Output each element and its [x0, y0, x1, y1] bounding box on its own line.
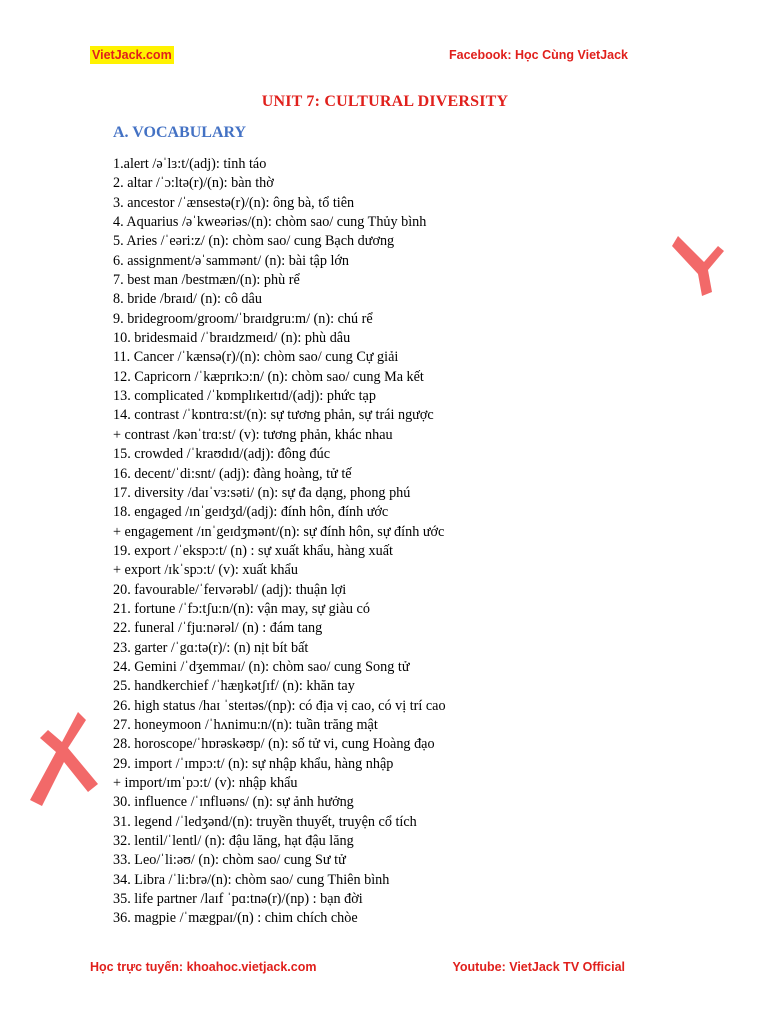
vocab-item: 4. Aquarius /əˈkweəriəs/(n): chòm sao/ cung Thủy bình	[113, 214, 427, 231]
vocabulary-list	[113, 155, 446, 929]
vocab-item: 24. Gemini /ˈdʒemmaɪ/ (n): chòm sao/ cung Song tử	[113, 658, 410, 675]
vocab-item: 3. ancestor /ˈænsestə(r)/(n): ông bà, tổ tiên	[113, 194, 355, 211]
vocab-item: + import/ɪmˈpɔ:t/ (v): nhập khẩu	[113, 775, 298, 791]
vocab-item: 19. export /ˈekspɔ:t/ (n) : sự xuất khẩu, hàng xuất	[113, 542, 393, 559]
vocab-item: 32. lentil/ˈlentl/ (n): đậu lăng, hạt đậu lăng	[113, 833, 354, 850]
vocab-item: 6. assignment/əˈsammənt/ (n): bài tập lớn	[113, 252, 350, 269]
vocab-item: 8. bride /braɪd/ (n): cô dâu	[113, 291, 262, 308]
vocab-item: 28. horoscope/ˈhɒrəskəʊp/ (n): số tử vi, cung Hoàng đạo	[113, 736, 435, 753]
vocab-item: 30. influence /ˈɪnfluəns/ (n): sự ảnh hưởng	[113, 794, 354, 811]
site-label: VietJack.com	[92, 48, 172, 62]
vocab-item: + engagement /ɪnˈgeɪdʒmənt/(n): sự đính hôn, sự đính ước	[113, 523, 445, 540]
vocab-item: 14. contrast /ˈkɒntrɑ:st/(n): sự tương phản, sự trái ngược	[113, 407, 434, 424]
vocab-item: 29. import /ˈɪmpɔ:t/ (n): sự nhập khẩu, hàng nhập	[113, 755, 394, 772]
vocab-item: 7. best man /bestmæn/(n): phù rể	[113, 272, 300, 289]
vocab-item: 31. legend /ˈledʒənd/(n): truyền thuyết, truyện cổ tích	[113, 813, 417, 830]
vocab-item: 15. crowded /ˈkraʊdɪd/(adj): đông đúc	[113, 446, 330, 463]
vocab-item: 11. Cancer /ˈkænsə(r)/(n): chòm sao/ cung Cự giải	[113, 349, 399, 366]
vocab-item: 5. Aries /ˈeəri:z/ (n): chòm sao/ cung Bạch dương	[113, 233, 395, 250]
vocab-item: 9. bridegroom/groom/ˈbraɪdgru:m/ (n): chú rể	[113, 310, 373, 327]
vocab-item: 17. diversity /daɪˈvɜ:səti/ (n): sự đa dạng, phong phú	[113, 484, 411, 501]
youtube-label: Youtube: VietJack TV Official	[452, 960, 625, 974]
vocab-item: 27. honeymoon /ˈhʌnimu:n/(n): tuần trăng mật	[113, 716, 378, 733]
vocab-item: 16. decent/ˈdi:snt/ (adj): đàng hoàng, tử tế	[113, 465, 352, 482]
vocab-item: 1.alert /əˈlɜ:t/(adj): tỉnh táo	[113, 156, 267, 172]
vocab-item: 13. complicated /ˈkɒmplɪkeɪtɪd/(adj): phức tạp	[113, 388, 376, 405]
vocab-item: 33. Leo/ˈli:əʊ/ (n): chòm sao/ cung Sư tử	[113, 852, 346, 869]
watermark-left-logo	[28, 708, 100, 818]
section-heading: A. VOCABULARY	[113, 124, 247, 141]
vocab-item: 22. funeral /ˈfju:nərəl/ (n) : đám tang	[113, 620, 323, 637]
vocab-item: 12. Capricorn /ˈkæprɪkɔ:n/ (n): chòm sao/ cung Ma kết	[113, 368, 424, 385]
vocab-item: 18. engaged /ɪnˈgeɪdʒd/(adj): đính hôn, đính ước	[113, 504, 389, 521]
vocab-item: 20. favourable/ˈfeɪvərəbl/ (adj): thuận lợi	[113, 581, 347, 598]
vocab-item: 2. altar /ˈɔ:ltə(r)/(n): bàn thờ	[113, 175, 274, 192]
vocab-item: 36. magpie /ˈmægpaɪ/(n) : chim chích chòe	[113, 910, 358, 927]
vocab-item: 25. handkerchief /ˈhæŋkətʃɪf/ (n): khăn tay	[113, 678, 355, 695]
vocab-item: 23. garter /ˈgɑ:tə(r)/: (n) nịt bít bất	[113, 639, 309, 656]
vocab-item: 35. life partner /laɪf ˈpɑ:tnə(r)/(np) : bạn đời	[113, 891, 363, 908]
vocab-item: 26. high status /haɪ ˈsteɪtəs/(np): có địa vị cao, có vị trí cao	[113, 697, 446, 714]
vocab-item: 10. bridesmaid /ˈbraɪdzmeɪd/ (n): phù dâu	[113, 330, 351, 347]
vocab-item: + contrast /kənˈtrɑ:st/ (v): tương phản, khác nhau	[113, 426, 393, 443]
vocab-item: 34. Libra /ˈli:brə/(n): chòm sao/ cung Thiên bình	[113, 871, 390, 888]
vocab-item: 21. fortune /ˈfɔ:tʃu:n/(n): vận may, sự giàu có	[113, 600, 370, 617]
online-learning-label: Học trực tuyến: khoahoc.vietjack.com	[90, 960, 317, 974]
unit-title: UNIT 7: CULTURAL DIVERSITY	[261, 93, 509, 110]
vocab-item: + export /ɪkˈspɔ:t/ (v): xuất khẩu	[113, 562, 298, 579]
facebook-label: Facebook: Học Cùng VietJack	[449, 48, 628, 62]
watermark-right-logo	[672, 232, 732, 302]
